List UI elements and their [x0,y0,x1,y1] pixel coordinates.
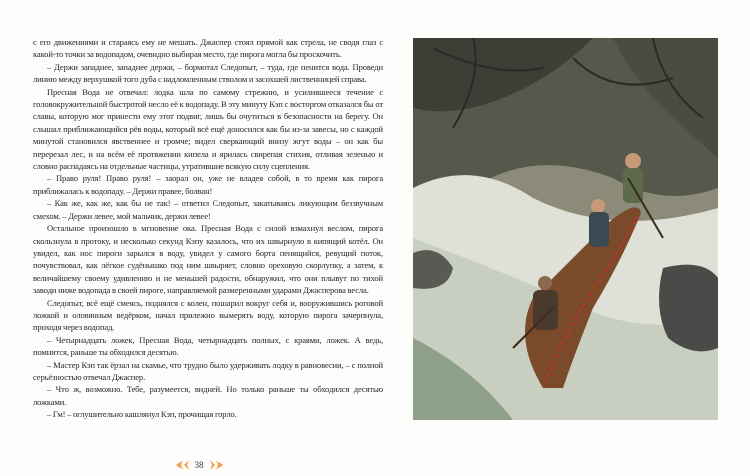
paragraph: – Мастер Кэп так ёрзал на скамье, что трудно было удерживать лодку в равновесии, – с полной серьёзностью отвечал Джаспер. [33,359,383,382]
paragraph: – Что ж, возможно. Тебе, разумеется, видней. Но только раньше ты обходился десятью ложками. [33,384,383,407]
body-text [33,36,383,421]
left-ornament-icon [175,460,191,470]
right-ornament-icon [208,460,224,470]
paragraph: – Как же, как же, как бы не так! – ответил Следопыт, закатываясь ликующим беззвучным смехом. – Держи левее, мой мальчик, держи левее! [33,198,383,221]
page-number [174,458,224,472]
paragraph: Пресная Вода не отвечал: лодка шла по самому стрежню, и усилившееся течение с головокружительной быстротой несло её к водопаду. В эту минуту Кэп с восторгом отказался бы от славы, которую мог принести ему этот подвиг, лишь бы очутиться в безопасности на берегу. Он слышал приближающийся рёв воды, который всё ещё доносился как бы из-за завесы, но с каждой минутой становился явственнее и громче; видел сверкающий внизу жгут воды – он как бы перерезал лес, и на всём её протяжении кипела и ярилась свирепая стихия, отливая зеленью и словно распадаясь на отдельные частицы, утратившие всякую силу сцепления. [33,86,383,172]
paragraph: Остальное произошло в мгновение ока. Пресная Вода с силой взмахнул веслом, пирога скользнула в протоку, и несколько секунд Кэпу казалось, что их швырнуло в кипящий котёл. Он увидел, как нос пироги зарылся в воду, увидел у самого борта пенящийся, ревущий поток, почувствовал, как лёгкое судёнышко под ним швыряет, словно ореховую скорлупку, а затем, к величайшему своему удивлению и не меньшей радости, обнаружил, что они плывут по тихой заводи ниже водопада в своей пироге, направляемой размеренными ударами Джасперова весла. [33,223,383,296]
paragraph: Следопыт, всё ещё смеясь, поднялся с колен, пошарил вокруг себя и, вооружившись роговой ложкой и оловянным ведёрком, начал прилежно вымерять воду, которую пирога зачерпнула, проходя через водопад. [33,297,383,333]
illustration-canoe-waterfall [413,38,718,420]
paragraph: с его движениями и стараясь ему не мешать. Джаспер стоял прямой как стрела, не сводя глаз с какой-то точки за водопадом, очевидно выбирая место, где пирога могла бы проскочить. [33,37,383,60]
paragraph: – Четырнадцать ложек, Пресная Вода, четырнадцать полных, с краями, ложек. А ведь, помнится, раньше ты обходился десятью. [33,334,383,358]
paragraph: – Право руля! Право руля! – заорал он, уже не владея собой, в то время как пирога приближалась к водопаду. – Держи правее, болван! [33,173,383,196]
paragraph: – Гм! – оглушительно кашлянул Кэп, прочищая горло. [47,409,237,420]
paragraph: – Держи западнее, западнее держи, – бормотал Следопыт, – туда, где пенится вода. Проведи линию между верхушкой того дуба с надломленным стволом и засохшей лиственницей справа. [33,61,383,85]
page-number-text: 38 [194,460,204,470]
